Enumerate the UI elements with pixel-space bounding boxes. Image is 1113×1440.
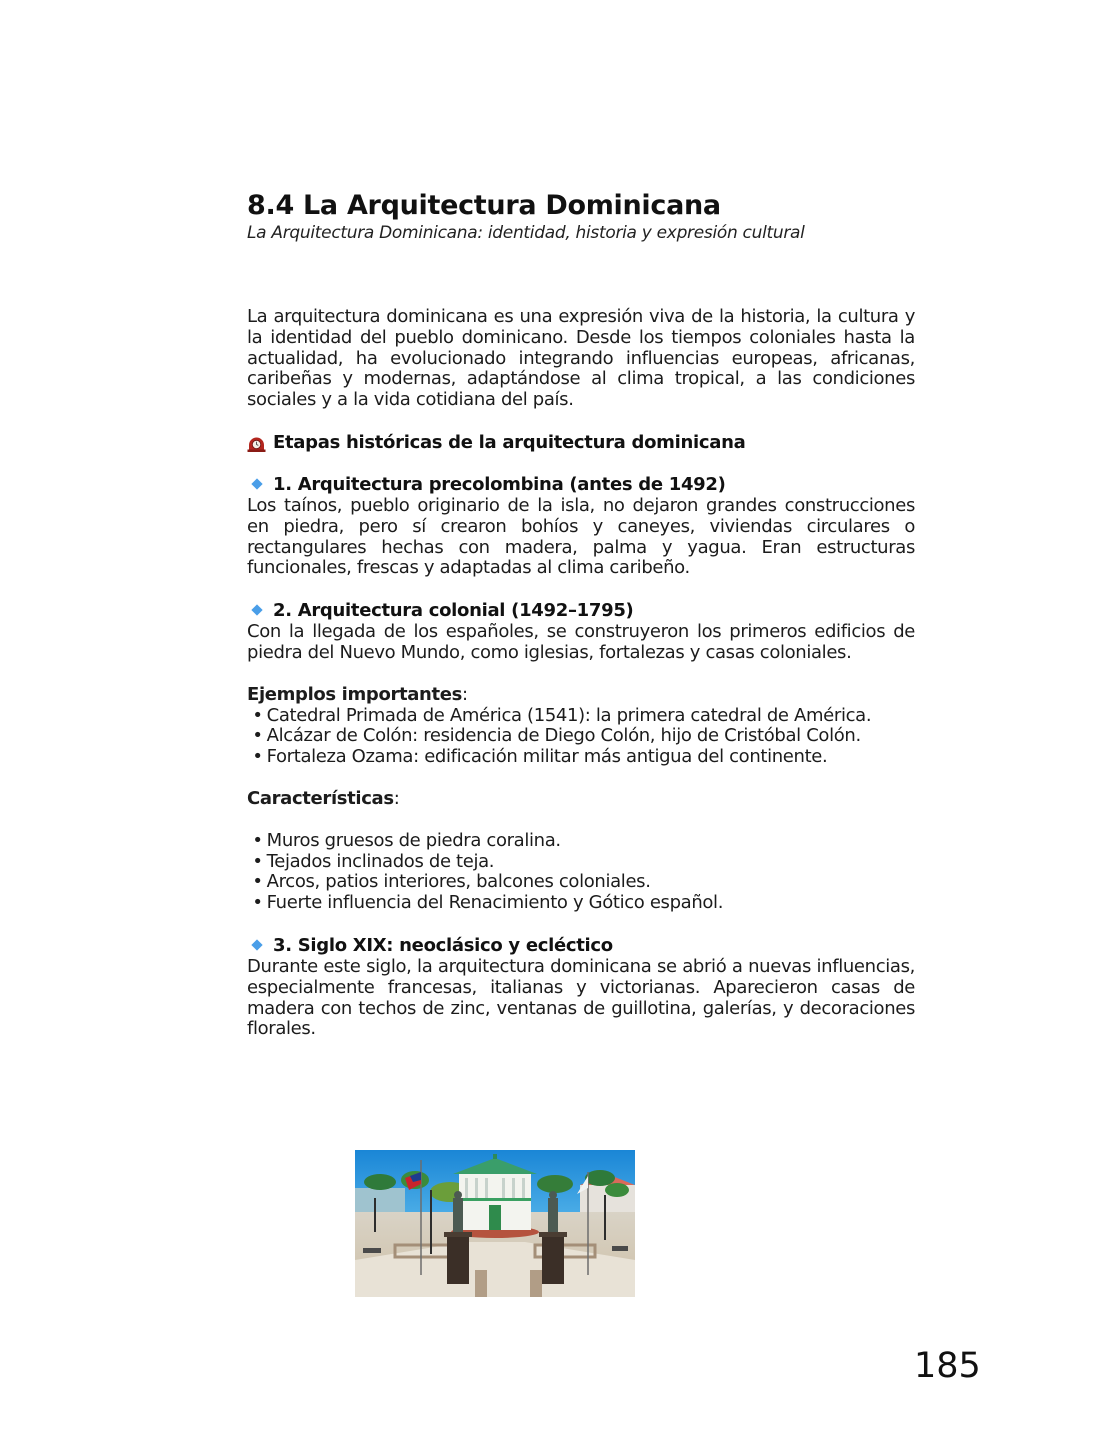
bullet-dot: • [252,704,263,726]
stage-2-body: Con la llegada de los españoles, se construyeron los primeros edificios de piedra del Nuevo Mundo, como iglesias, fortalezas y casas coloniales. [247,621,915,663]
bullet-dot: • [252,746,263,768]
stage-3-title: 3. Siglo XIX: neoclásico y ecléctico [273,934,613,956]
plaza-gazebo-photo [355,1150,635,1297]
section-heading-text: Etapas históricas de la arquitectura dominicana [273,431,746,453]
stage-3-body: Durante este siglo, la arquitectura dominicana se abrió a nuevas influencias, especialmente francesas, italianas y victorianas. Aparecieron casas de madera con techos de zinc, ventanas de guillotina, galerías, y decoraciones florales. [247,955,915,1040]
bullet-dot: • [252,850,263,872]
list-item-text: Muros gruesos de piedra coralina. [266,829,561,851]
stage-2-heading [247,600,915,622]
list-item-text: Fuerte influencia del Renacimiento y Gótico español. [266,892,724,914]
list-item [247,726,915,747]
mantelpiece-clock-icon [247,436,266,452]
list-item [247,831,915,852]
bullet-dot: • [252,725,263,747]
features-label [247,789,915,810]
bullet-dot: • [252,871,263,893]
list-item-text: Tejados inclinados de teja. [266,850,495,872]
list-item-text: Alcázar de Colón: residencia de Diego Colón, hijo de Cristóbal Colón. [266,725,861,747]
intro-paragraph: La arquitectura dominicana es una expresión viva de la historia, la cultura y la identidad del pueblo dominicano. Desde los tiempos coloniales hasta la actualidad, ha evolucionado integrando influencias europeas, africanas, caribeñas y modernas, adaptándose al clima tropical, a las condiciones sociales y a la vida cotidiana del país. [247,306,915,411]
page-number: 185 [914,1346,981,1386]
list-item [247,747,915,768]
colon: : [461,683,468,705]
list-item [247,706,915,727]
list-item [247,852,915,873]
page-content [247,190,915,1040]
stage-1-heading [247,474,915,496]
bullet-dot: • [252,829,263,851]
section-heading [247,432,915,454]
blue-diamond-icon [251,478,262,489]
examples-label-text: Ejemplos importantes [247,683,462,705]
list-item-text: Fortaleza Ozama: edificación militar más antigua del continente. [266,746,828,768]
stage-3-heading [247,935,915,957]
features-list [247,831,915,914]
stage-2-title: 2. Arquitectura colonial (1492–1795) [273,600,634,622]
page-subtitle: La Arquitectura Dominicana: identidad, historia y expresión cultural [247,223,805,243]
examples-label [247,685,915,706]
features-label-text: Características [247,787,394,809]
list-item-text: Catedral Primada de América (1541): la primera catedral de América. [266,704,872,726]
bullet-dot: • [252,892,263,914]
stage-1-title: 1. Arquitectura precolombina (antes de 1492) [273,473,726,495]
examples-list [247,706,915,768]
page-title: 8.4 La Arquitectura Dominicana [247,190,721,221]
list-item [247,893,915,914]
list-item-text: Arcos, patios interiores, balcones coloniales. [266,871,651,893]
stage-1-body: Los taínos, pueblo originario de la isla, no dejaron grandes construcciones en piedra, pero sí crearon bohíos y caneyes, viviendas circulares o rectangulares hechas con madera, palma y yagua. Eran estructuras funcionales, frescas y adaptadas al clima caribeño. [247,494,915,579]
blue-diamond-icon [251,605,262,616]
blue-diamond-icon [251,939,262,950]
list-item [247,872,915,893]
colon: : [393,787,400,809]
